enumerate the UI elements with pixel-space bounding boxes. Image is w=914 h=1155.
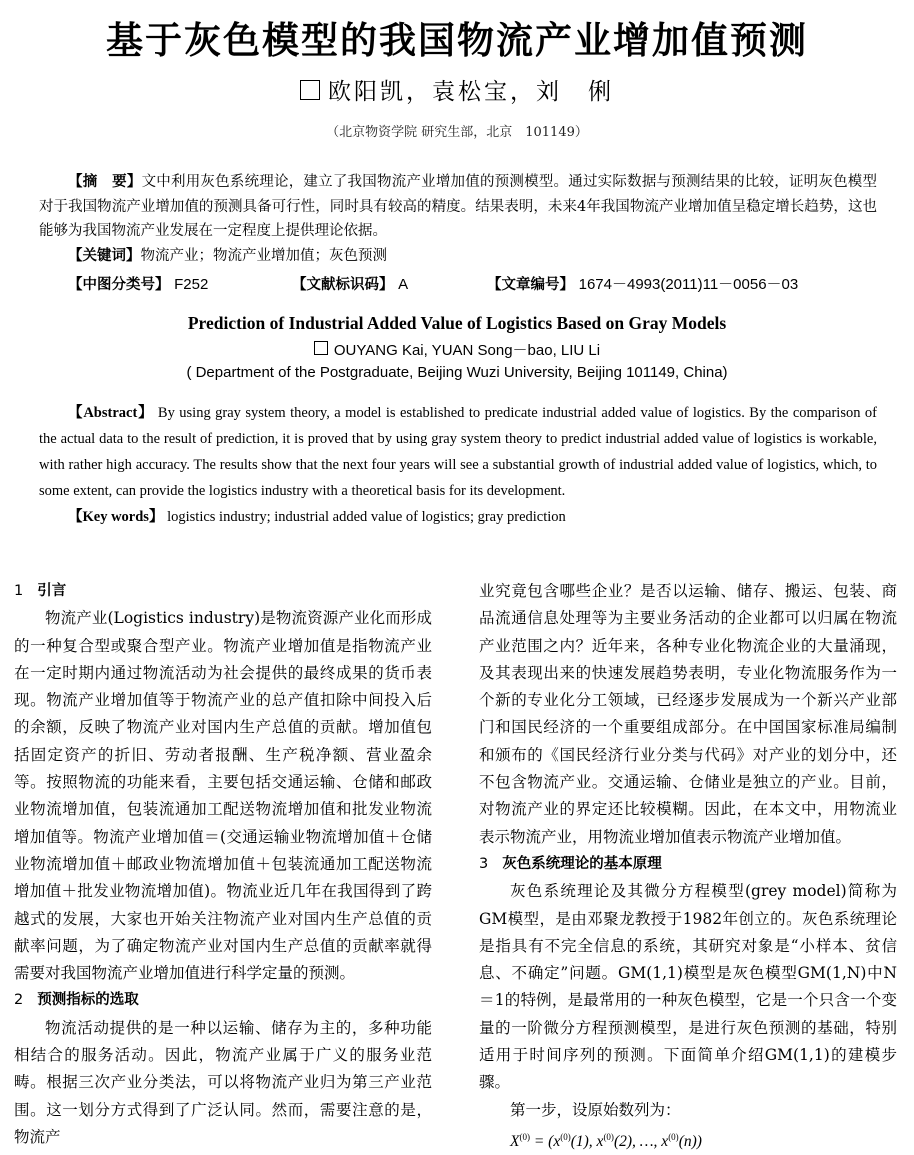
paper-title: 基于灰色模型的我国物流产业增加值预测	[106, 19, 808, 62]
section-title: 预测指标的选取	[37, 992, 139, 1009]
document-code-value: A	[398, 276, 409, 293]
paragraph: 物流产业(Logistics industry)是物流资源产业化而形成的一种复合型或聚合型产业。物流产业增加值是指物流产业在一定时期内通过物流活动为社会提供的最终成果的货币表现。物流产业增加值等于物流产业的总产值扣除中间投入后的余额，反映了物流产业对国内生产总值的贡献。增加值包括固定资产的折旧、劳动者报酬、生产税净额、营业盈余等。按照物流的功能来看，主要包括交通运输、仓储和邮政业物流增加值，包装流通加工配送物流增加值和批发业物流增加值等。物流产业增加值＝(交通运输业物流增加值＋仓储业物流增加值＋邮政业物流增加值＋包装流通加工配送物流增加值＋批发业物流增加值)。物流业近几年在我国得到了跨越式的发展，大家也开始关注物流产业对国内生产总值的贡献率问题，为了确定物流产业对国内生产总值的贡献率就得需要对我国物流产业增加值进行科学定量的预测。	[14, 609, 432, 983]
section-heading	[14, 578, 432, 605]
paragraph: 第一步，设原始数列为：	[510, 1100, 681, 1119]
affiliation: （北京物资学院 研究生部，北京 101149）	[326, 125, 588, 140]
english-keywords	[39, 504, 877, 530]
english-author-line	[0, 339, 914, 360]
paragraph: 业究竟包含哪些企业？是否以运输、储存、搬运、包装、商品流通信息处理等为主要业务活动的企业都可以归属在物流产业范围之内？近年来，各种专业化物流企业的大量涌现，及其表现出来的快速发展趋势表明，专业化物流服务作为一个新的专业化分工领域，已经逐步发展成为一个新兴产业部门和国民经济的一个重要组成部分。在中国国家标准局编制和颁布的《国民经济行业分类与代码》对产业的划分中，还不包含物流产业。交通运输、仓储业是独立的产业。目前，对物流产业的界定还比较模糊。因此，在本文中，用物流业表示物流产业，用物流业增加值表示物流产业增加值。	[479, 582, 897, 846]
english-affiliation: ( Department of the Postgraduate, Beijing Wuzi University, Beijing 101149, China)	[186, 364, 728, 381]
abstract-label: 【摘 要】	[68, 174, 142, 190]
english-keywords-label: 【Key words】	[68, 509, 164, 525]
article-number-value: 1674－4993(2011)11－0056－03	[578, 276, 799, 293]
section-title: 引言	[37, 583, 67, 599]
sequence-formula: $X^{(0)} = (x^{(0)}(1)$, $x^{(0)}(2)$, …, $x^{(0)}(n)$)	[510, 1131, 702, 1151]
chinese-keywords	[39, 244, 877, 269]
left-column	[14, 578, 432, 1151]
english-title: Prediction of Industrial Added Value of Logistics Based on Gray Models	[187, 313, 727, 333]
author-box-icon	[314, 341, 328, 355]
article-number-label: 【文章编号】	[487, 277, 574, 293]
right-column	[479, 578, 897, 1155]
authors-text: 欧阳凯，袁松宝，刘 俐	[328, 79, 614, 105]
clc-value: F252	[174, 276, 209, 293]
clc-label: 【中图分类号】	[68, 277, 170, 293]
section-number: 3	[479, 855, 489, 872]
chinese-abstract	[39, 170, 877, 244]
paragraph: 物流活动提供的是一种以运输、储存为主的，多种功能相结合的服务活动。因此，物流产业属于广义的服务业范畴。根据三次产业分类法，可以将物流产业归为第三产业范围。这一划分方式得到了广泛认同。然而，需要注意的是，物流产	[14, 1018, 432, 1146]
section-number: 2	[14, 992, 24, 1009]
chinese-abstract-block	[39, 170, 877, 268]
keywords-label: 【关键词】	[68, 247, 141, 264]
english-abstract-label: 【Abstract】	[68, 405, 154, 421]
keywords-text: 物流产业；物流产业增加值；灰色预测	[140, 247, 387, 264]
author-box-icon	[300, 80, 320, 100]
document-code	[292, 273, 408, 294]
section-heading	[14, 987, 432, 1014]
english-abstract	[39, 400, 877, 504]
english-keywords-text: logistics industry; industrial added value of logistics; gray prediction	[167, 509, 566, 525]
author-line	[0, 73, 914, 106]
section-number: 1	[14, 583, 24, 599]
english-authors-text: OUYANG Kai, YUAN Song－bao, LIU Li	[333, 342, 601, 359]
english-abstract-block	[39, 400, 877, 530]
clc-number	[68, 273, 208, 294]
abstract-text: 文中利用灰色系统理论，建立了我国物流产业增加值的预测模型。通过实际数据与预测结果的比较，证明灰色模型对于我国物流产业增加值的预测具备可行性，同时具有较高的精度。结果表明，未来4年我国物流产业增加值呈稳定增长趋势，这也能够为我国物流产业发展在一定程度上提供理论依据。	[39, 174, 878, 239]
document-code-label: 【文献标识码】	[292, 277, 394, 293]
english-abstract-text: By using gray system theory, a model is established to predicate industrial added value of logistics. By the comparison of the actual data to the result of prediction, it is proved that by using gray system theory to predict industrial added value of logistics is workable, with rather high accuracy. The results show that the next four years will see a substantial growth of industrial added value of logistics, which, to some extent, can provide the logistics industry with a theoretical basis for its development.	[39, 405, 877, 499]
article-number	[487, 273, 798, 294]
section-heading	[479, 851, 897, 878]
section-title: 灰色系统理论的基本原理	[502, 855, 662, 872]
paragraph: 灰色系统理论及其微分方程模型(grey model)简称为GM模型，是由邓聚龙教授于1982年创立的。灰色系统理论是指具有不完全信息的系统，其研究对象是“小样本、贫信息、不确定”问题。GM(1,1)模型是灰色模型GM(1,N)中N＝1的特例，是最常用的一种灰色模型，它是一个只含一个变量的一阶微分方程预测模型，是进行灰色预测的基础，特别适用于时间序列的预测。下面简单介绍GM(1,1)的建模步骤。	[479, 882, 897, 1092]
